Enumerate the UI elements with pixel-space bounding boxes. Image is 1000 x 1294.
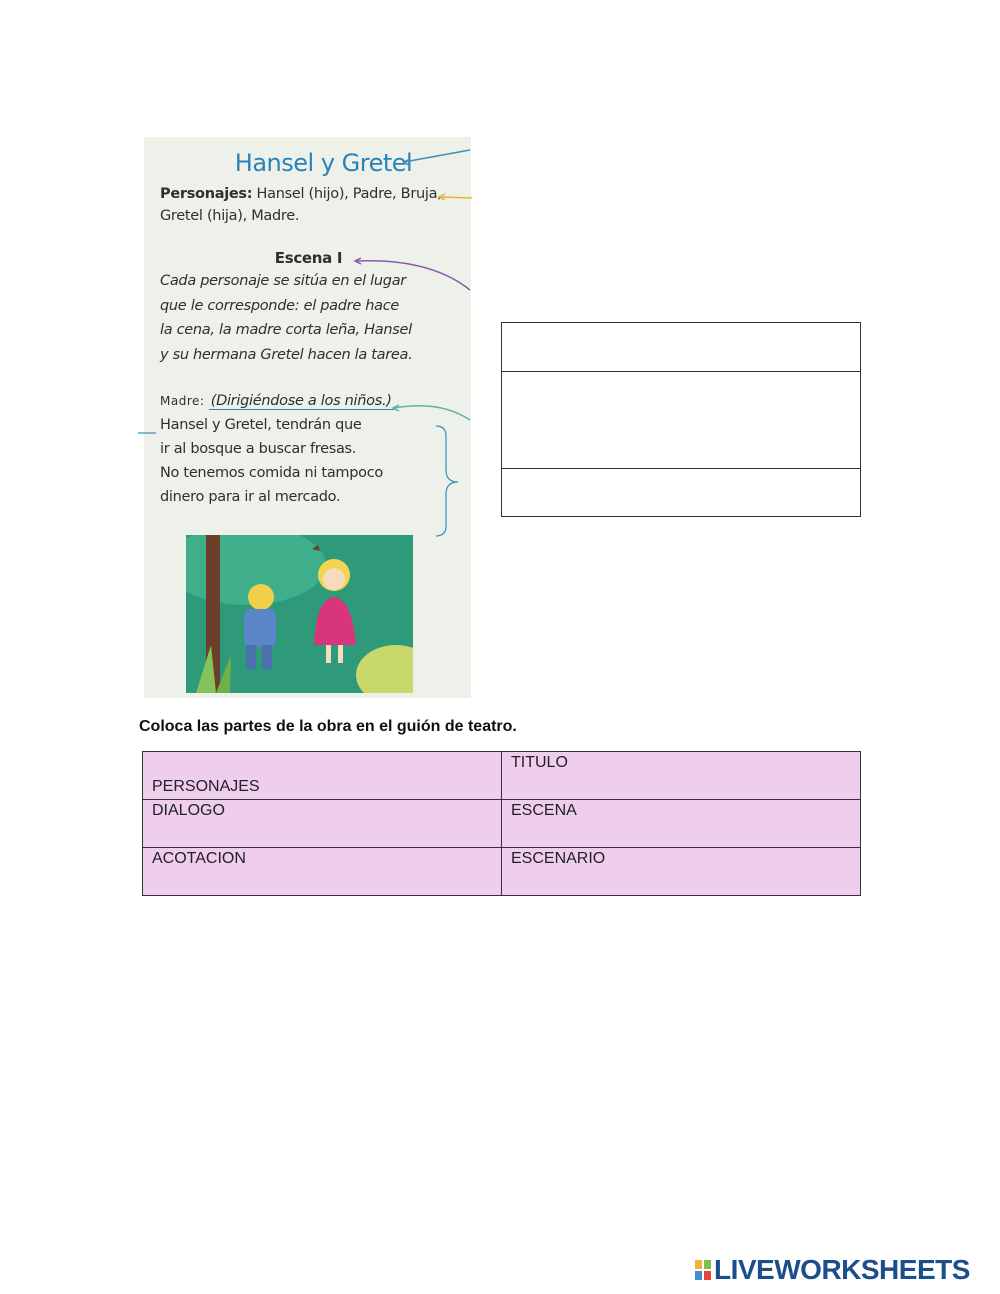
answer-slot[interactable] [502, 323, 860, 372]
parts-table [142, 751, 861, 896]
draggable-part[interactable] [502, 848, 861, 896]
part-label: ESCENARIO [511, 850, 606, 867]
story-illustration [186, 535, 413, 693]
draggable-part[interactable] [502, 752, 861, 800]
scene-arrow-icon [356, 261, 470, 290]
part-label: PERSONAJES [152, 778, 260, 795]
characters-arrow-icon [440, 197, 472, 198]
title-arrow-icon [404, 150, 470, 162]
answer-slot[interactable] [502, 372, 860, 469]
answer-box [501, 322, 861, 517]
part-label: ACOTACION [152, 850, 246, 867]
brace-icon [436, 426, 458, 536]
characters-label: Personajes: [160, 186, 253, 202]
dialog-line: dinero para ir al mercado. [160, 489, 341, 505]
dialog-line: ir al bosque a buscar fresas. [160, 441, 357, 457]
draggable-part[interactable] [143, 848, 502, 896]
part-label: TITULO [511, 754, 568, 771]
dialog-line: No tenemos comida ni tampoco [160, 465, 383, 481]
draggable-part[interactable] [502, 800, 861, 848]
characters-text: Hansel (hijo), Padre, Bruja, [252, 186, 442, 202]
table-row [143, 800, 861, 848]
draggable-part[interactable] [143, 752, 502, 800]
card-arrows [130, 130, 480, 550]
aside-arrow-icon [394, 406, 470, 420]
scene-title: Escena I [274, 249, 343, 267]
answer-slot[interactable] [502, 469, 860, 516]
part-label: DIALOGO [152, 802, 225, 819]
dialog-line: Hansel y Gretel, tendrán que [160, 417, 362, 433]
direction-line: que le corresponde: el padre hace [160, 297, 400, 314]
aside-text: (Dirigiéndose a los niños.) [210, 393, 392, 409]
direction-line: y su hermana Gretel hacen la tarea. [160, 346, 413, 363]
story-title: Hansel y Gretel [234, 149, 413, 177]
table-row [143, 848, 861, 896]
forest-illustration-icon [186, 535, 413, 693]
speaker-name: Madre: [160, 394, 205, 408]
direction-line: Cada personaje se sitúa en el lugar [160, 273, 406, 289]
characters-text-2: Gretel (hija), Madre. [160, 208, 300, 224]
part-label: ESCENA [511, 802, 577, 819]
instruction-text: Coloca las partes de la obra en el guión de teatro. [139, 718, 517, 735]
direction-line: la cena, la madre corta leña, Hansel [160, 322, 412, 338]
liveworksheets-logo [694, 1254, 970, 1286]
logo-text: LIVEWORKSHEETS [714, 1254, 970, 1285]
table-row [143, 752, 861, 800]
logo-mark-icon [694, 1259, 712, 1281]
draggable-part[interactable] [143, 800, 502, 848]
